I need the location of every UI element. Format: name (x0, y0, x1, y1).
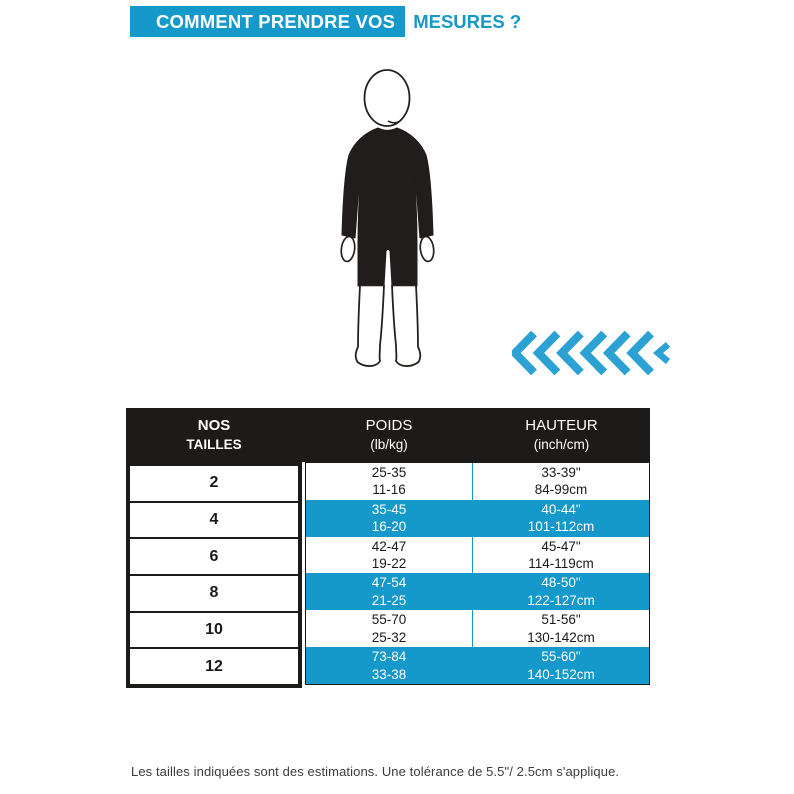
footer-note: Les tailles indiquées sont des estimations. Une tolérance de 5.5"/ 2.5cm s'applique. (131, 764, 620, 779)
height-value: 114-119cm (528, 556, 594, 572)
size-cell: 10 (130, 611, 298, 648)
header-cell-height (473, 408, 650, 462)
page-header (130, 6, 521, 37)
data-grid (305, 462, 650, 685)
weight-cell (306, 647, 472, 684)
weight-value: 11-16 (372, 482, 406, 498)
weight-value: 47-54 (371, 575, 407, 591)
weight-cell (306, 537, 472, 574)
weight-value: 25-32 (371, 629, 407, 645)
figure-head (365, 70, 410, 126)
height-cell (472, 610, 649, 647)
weight-cell (306, 463, 472, 500)
table-row (306, 573, 649, 610)
weight-value: 35-45 (371, 501, 407, 517)
header-cell-weight (305, 408, 473, 462)
height-value: 84-99cm (534, 482, 588, 498)
header-height-line2: (inch/cm) (533, 437, 590, 452)
figure-hand-left (340, 236, 356, 262)
weight-value: 16-20 (371, 519, 407, 535)
chevron-left-small-icon (658, 345, 668, 362)
height-value: 45-47" (541, 538, 581, 554)
sizes-column (126, 462, 302, 688)
weight-cell (306, 500, 472, 537)
size-cell: 12 (130, 647, 298, 684)
chevron-left-icon (515, 334, 534, 373)
weight-value: 33-38 (371, 666, 407, 682)
header-weight-line2: (lb/kg) (370, 437, 408, 452)
figure-leg-right (392, 285, 420, 366)
height-value: 130-142cm (527, 629, 595, 645)
height-value: 140-152cm (527, 666, 595, 682)
height-value: 40-44" (541, 501, 581, 517)
height-value: 55-60" (541, 649, 581, 665)
weight-value: 21-25 (371, 592, 407, 608)
chevron-left-icon (538, 334, 557, 373)
figure-hand-right (419, 236, 435, 262)
height-value: 122-127cm (527, 592, 595, 608)
header-cell-sizes (126, 408, 302, 462)
chevron-left-icon (562, 334, 581, 373)
chevron-left-icon (585, 334, 604, 373)
size-table (126, 408, 650, 688)
chevron-left-icon (632, 334, 651, 373)
child-silhouette-icon (300, 55, 500, 385)
table-row (306, 647, 649, 684)
size-cell: 2 (209, 474, 219, 492)
chevron-left-icon (609, 334, 628, 373)
height-value: 101-112cm (527, 519, 595, 535)
height-value: 51-56" (541, 612, 581, 628)
header-height-line1: HAUTEUR (525, 417, 598, 434)
weight-cell (306, 610, 472, 647)
height-cell (472, 463, 649, 500)
table-row (306, 610, 649, 647)
title-box (130, 6, 405, 37)
table-row (306, 500, 649, 537)
chevron-left-icons (512, 331, 674, 375)
height-value: 33-39" (541, 464, 581, 480)
weight-value: 19-22 (371, 556, 407, 572)
weight-value: 25-35 (371, 464, 407, 480)
size-cell: 4 (130, 501, 298, 538)
size-cell: 6 (130, 537, 298, 574)
table-header (126, 408, 650, 462)
height-value: 48-50" (541, 575, 581, 591)
weight-cell (306, 573, 472, 610)
figure-leg-left (356, 285, 384, 366)
weight-value: 42-47 (371, 538, 407, 554)
page-title-accent: MESURES ? (413, 10, 522, 32)
header-sizes-line1: NOS (197, 417, 231, 434)
page-title-primary: COMMENT PRENDRE VOS (156, 10, 396, 32)
weight-value: 73-84 (371, 649, 407, 665)
table-row (306, 537, 649, 574)
header-sizes-line2: TAILLES (186, 437, 242, 452)
figure-suit (342, 128, 433, 286)
height-cell (472, 573, 649, 610)
weight-value: 55-70 (371, 612, 407, 628)
height-cell (472, 647, 649, 684)
height-cell (472, 537, 649, 574)
table-row (306, 463, 649, 500)
height-cell (472, 500, 649, 537)
header-weight-line1: POIDS (365, 417, 413, 434)
size-cell: 8 (130, 574, 298, 611)
